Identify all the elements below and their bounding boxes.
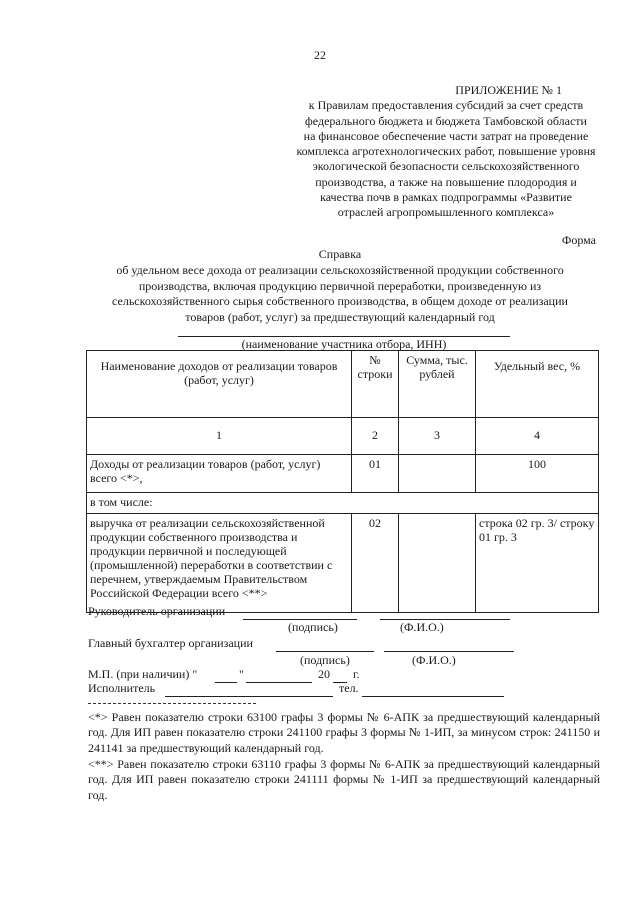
accountant-fio-field[interactable] (384, 636, 514, 652)
document-subtitle (80, 263, 600, 325)
footnote-divider (88, 703, 256, 704)
row-no: 01 (352, 455, 399, 493)
accountant-label: Главный бухгалтер организации (88, 636, 253, 650)
appendix-block (290, 83, 602, 221)
appendix-line: федерального бюджета и бюджета Тамбовской области (305, 113, 587, 128)
fio-caption: (Ф.И.О.) (412, 653, 456, 667)
accountant-signature-field[interactable] (276, 636, 374, 652)
row-share: строка 02 гр. 3/ строку 01 гр. 3 (476, 514, 599, 613)
row-sum[interactable] (399, 455, 476, 493)
table-colnum-row (87, 418, 599, 455)
year-suffix: г. (353, 667, 360, 681)
income-table (86, 350, 599, 613)
executor-field[interactable] (165, 681, 333, 697)
header-sum: Сумма, тыс. рублей (399, 351, 476, 418)
row-no: 02 (352, 514, 399, 613)
subtitle-line: об удельном весе дохода от реализации сельскохозяйственной продукции собственного (116, 263, 564, 277)
appendix-line: качества почв в рамках подпрограммы «Развитие (320, 190, 572, 205)
table-row (87, 455, 599, 493)
subtitle-line: сельскохозяйственного сырья собственного производства, в общем доходе от реализации (112, 294, 568, 309)
subtitle-line: производства, включая продукцию первичной переработки, произведенную из (138, 278, 542, 293)
header-name: Наименование доходов от реализации товаров (работ, услуг) (87, 351, 352, 418)
page-number: 22 (314, 48, 326, 62)
phone-label: тел. (339, 681, 359, 695)
row-sum[interactable] (399, 514, 476, 613)
table-row-subheading (87, 493, 599, 514)
appendix-title: ПРИЛОЖЕНИЕ № 1 (455, 83, 562, 97)
fio-caption: (Ф.И.О.) (400, 620, 444, 634)
table-header-row (87, 351, 599, 418)
head-fio-field[interactable] (380, 604, 510, 620)
participant-caption: (наименование участника отбора, ИНН) (241, 337, 447, 351)
subtitle-line: товаров (работ, услуг) за предшествующий календарный год (185, 309, 495, 324)
head-signature-field[interactable] (243, 604, 357, 620)
appendix-line: отраслей агропромышленного комплекса» (337, 205, 555, 220)
header-share: Удельный вес, % (476, 351, 599, 418)
appendix-line: комплекса агротехнологических работ, повышение уровня (296, 144, 596, 159)
header-row-no: № строки (352, 351, 399, 418)
colnum-1: 1 (87, 418, 352, 455)
stamp-quote: " (239, 667, 244, 681)
footnote-2: <**> Равен показателю строки 63110 графы 3 формы № 6-АПК за предшествующий календарный год. Для ИП равен показателю строки 241111 формы № 1-ИП за предшествующий календарный год. (88, 757, 600, 802)
colnum-2: 2 (352, 418, 399, 455)
footnote-1: <*> Равен показателю строки 63100 графы 3 формы № 6-АПК за предшествующий календарный год. Для ИП равен показателю строки 241100 графы 3 формы № 1-ИП, за минусом строк: 241150 и 241141 за предшествующий календарный год. (88, 710, 600, 755)
stamp-label: М.П. (при наличии) " (88, 667, 198, 681)
signature-caption: (подпись) (300, 653, 350, 667)
colnum-3: 3 (399, 418, 476, 455)
row-name: выручка от реализации сельскохозяйственной продукции собственного производства и продукции первичной и последующей (промышленной) переработки в соответствии с перечнем, утверждаемым Правительством Российской Федерации всего <**> (87, 514, 352, 613)
subheading: в том числе: (87, 493, 599, 514)
document-title: Справка (318, 247, 362, 261)
executor-label: Исполнитель (88, 681, 156, 695)
colnum-4: 4 (476, 418, 599, 455)
row-name: Доходы от реализации товаров (работ, услуг) всего <*>, (87, 455, 352, 493)
appendix-line: на финансовое обеспечение части затрат на проведение (303, 128, 589, 143)
head-label: Руководитель организации (88, 604, 226, 618)
year-prefix: 20 (318, 667, 330, 681)
row-share: 100 (476, 455, 599, 493)
appendix-line: производства, а также на повышение плодородия и (315, 174, 577, 189)
phone-field[interactable] (362, 681, 504, 697)
signature-caption: (подпись) (288, 620, 338, 634)
appendix-line: к Правилам предоставления субсидий за счет средств (308, 98, 584, 113)
form-label: Форма (561, 233, 596, 247)
appendix-line: экологической безопасности сельскохозяйственного (312, 159, 580, 174)
table-row (87, 514, 599, 613)
